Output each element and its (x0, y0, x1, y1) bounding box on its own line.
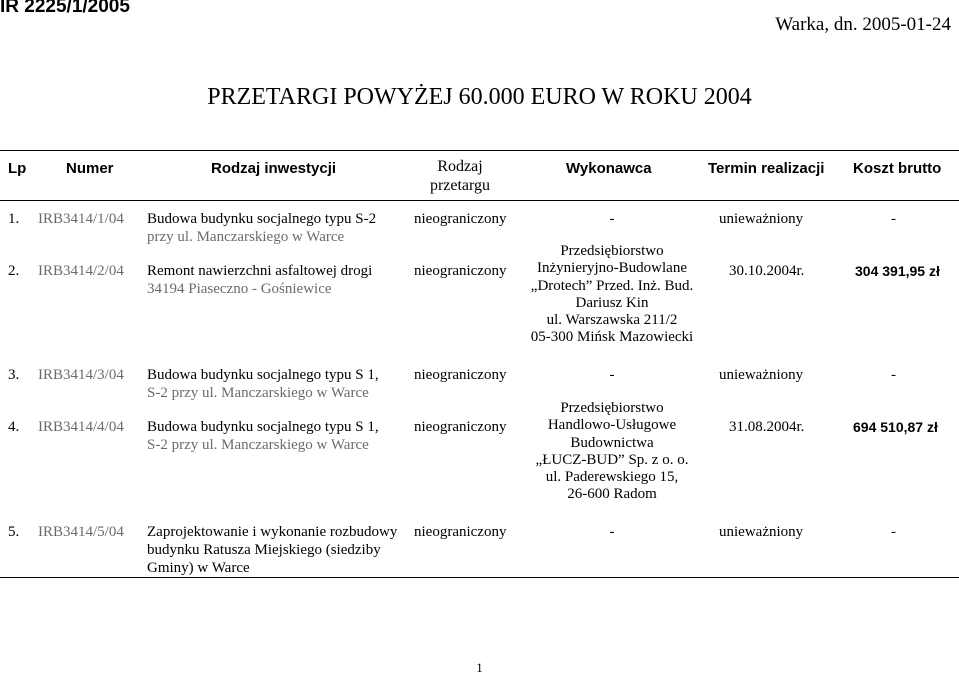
cell-lp: 4. (8, 419, 20, 435)
cell-wykonawca: Przedsiębiorstwo Handlowo-Usługowe Budownictwa „ŁUCZ-BUD” Sp. z o. o. ul. Paderewskiego 15, 26-600 Radom (535, 400, 689, 503)
cell-numer: IRB3414/1/04 (38, 211, 124, 227)
cell-przetarg: nieograniczony (414, 419, 507, 435)
cell-numer: IRB3414/4/04 (38, 419, 124, 435)
document-date: Warka, dn. 2005-01-24 (775, 14, 951, 35)
cell-inwestycja: Zaprojektowanie i wykonanie rozbudowy budynku Ratusza Miejskiego (siedziby Gminy) w Warce (147, 524, 398, 576)
header-termin: Termin realizacji (708, 160, 825, 177)
page-number: 1 (476, 660, 483, 675)
header-koszt: Koszt brutto (853, 160, 942, 177)
cell-wykonawca: - (609, 367, 615, 383)
cell-wykonawca: - (609, 524, 615, 540)
header-wykonawca: Wykonawca (566, 160, 652, 177)
cell-koszt: 304 391,95 zł (855, 263, 940, 279)
table-bottom-border (0, 577, 959, 578)
header-rodzaj-przetargu-line2: przetargu (429, 177, 491, 194)
cell-lp: 3. (8, 367, 20, 383)
cell-koszt: 694 510,87 zł (853, 419, 938, 435)
cell-koszt: - (891, 524, 896, 540)
cell-lp: 1. (8, 211, 20, 227)
cell-termin: 30.10.2004r. (729, 263, 805, 279)
cell-numer: IRB3414/3/04 (38, 367, 124, 383)
cell-numer: IRB3414/5/04 (38, 524, 124, 540)
cell-inwestycja: Budowa budynku socjalnego typu S 1, S-2 przy ul. Manczarskiego w Warce (147, 367, 379, 401)
cell-przetarg: nieograniczony (414, 211, 507, 227)
header-rodzaj-przetargu-line1: Rodzaj (437, 158, 483, 175)
header-rodzaj-inwestycji: Rodzaj inwestycji (211, 160, 337, 177)
cell-inwestycja: Budowa budynku socjalnego typu S-2 przy ul. Manczarskiego w Warce (147, 211, 377, 245)
cell-wykonawca: Przedsiębiorstwo Inżynieryjno-Budowlane „Drotech” Przed. Inż. Bud. Dariusz Kin ul. Warszawska 211/2 05-300 Mińsk Mazowiecki (530, 243, 694, 346)
cell-numer: IRB3414/2/04 (38, 263, 124, 279)
header-lp: Lp (8, 160, 27, 177)
cell-termin: unieważniony (719, 211, 804, 227)
document-reference: IR 2225/1/2005 (0, 0, 130, 17)
cell-lp: 5. (8, 524, 20, 540)
cell-termin: 31.08.2004r. (729, 419, 805, 435)
cell-koszt: - (891, 211, 896, 227)
cell-wykonawca: - (609, 211, 615, 227)
page-title: PRZETARGI POWYŻEJ 60.000 EURO W ROKU 2004 (207, 84, 752, 110)
header-numer: Numer (66, 160, 114, 177)
cell-termin: unieważniony (719, 524, 804, 540)
cell-przetarg: nieograniczony (414, 263, 507, 279)
cell-koszt: - (891, 367, 896, 383)
table-top-border (0, 150, 959, 151)
cell-inwestycja: Remont nawierzchni asfaltowej drogi 34194 Piaseczno - Gośniewice (147, 263, 373, 297)
header-bottom-border (0, 200, 959, 201)
cell-przetarg: nieograniczony (414, 367, 507, 383)
cell-termin: unieważniony (719, 367, 804, 383)
cell-inwestycja: Budowa budynku socjalnego typu S 1, S-2 przy ul. Manczarskiego w Warce (147, 419, 379, 453)
cell-przetarg: nieograniczony (414, 524, 507, 540)
cell-lp: 2. (8, 263, 20, 279)
